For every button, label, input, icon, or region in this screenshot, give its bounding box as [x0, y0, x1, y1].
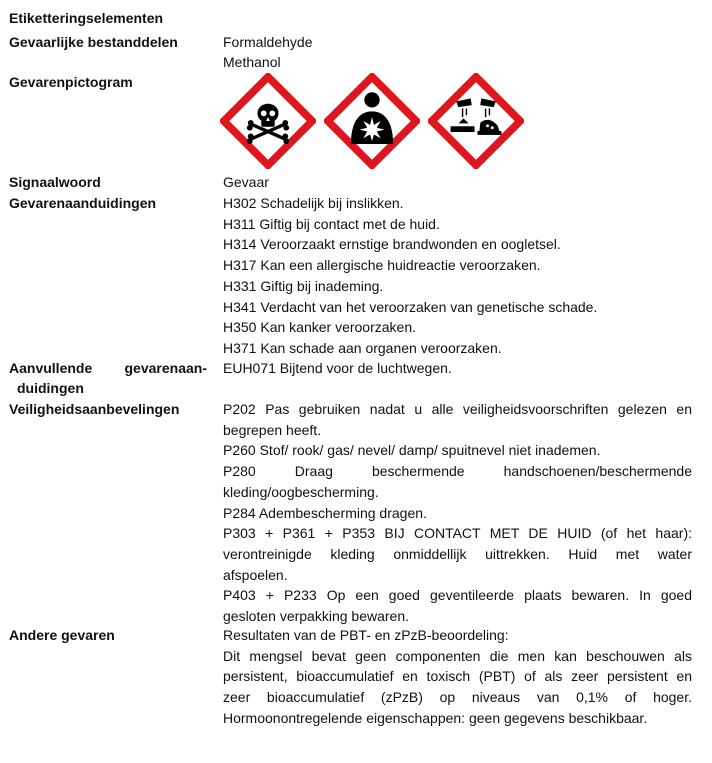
corrosion-icon: [428, 73, 524, 169]
precautionary-line: P403 + P233 Op een goed geventileerde plaats bewaren. In goed: [223, 587, 692, 604]
hazard-statements-list: [223, 193, 692, 359]
other-hazards-text: [223, 625, 692, 729]
precautionary-line: P260 Stof/ rook/ gas/ nevel/ damp/ spuitnevel niet inademen.: [223, 442, 601, 459]
hazard-statement: H341 Verdacht van het veroorzaken van genetische schade.: [223, 298, 598, 315]
hazardous-component-methanol: Methanol: [223, 54, 281, 70]
precautionary-line: P280 Draag beschermende handschoenen/beschermende: [223, 463, 692, 480]
supplemental-hazard-label: [9, 358, 207, 398]
hazard-statement: H302 Schadelijk bij inslikken.: [223, 195, 404, 211]
other-hazards-line: Hormoonontregelende eigenschappen: geen gegevens beschikbaar.: [223, 709, 648, 726]
other-hazards-line: persistent, bioaccumulatief en toxisch (PBT) of als zeer persistent en: [223, 668, 692, 685]
other-hazards-line: Resultaten van de PBT- en zPzB-beoordeling:: [223, 627, 509, 643]
hazard-pictograms: [220, 73, 520, 169]
precautionary-statements: [223, 399, 692, 627]
health-hazard-icon: [324, 73, 420, 169]
section-title: Etiketteringselementen: [9, 10, 164, 26]
hazard-statement: H311 Giftig bij contact met de huid.: [223, 215, 440, 232]
hazard-statement: H371 Kan schade aan organen veroorzaken.: [223, 339, 502, 356]
hazardous-component-formaldehyde: Formaldehyde: [223, 34, 313, 50]
precautionary-line: begrepen heeft.: [223, 421, 322, 438]
hazard-statement: H350 Kan kanker veroorzaken.: [223, 319, 416, 336]
precautionary-line: verontreinigde kleding onmiddellijk uittrekken. Huid met water: [223, 545, 692, 562]
hazard-statement: H331 Giftig bij inademing.: [223, 277, 384, 294]
supplemental-hazard-value: EUH071 Bijtend voor de luchtwegen.: [223, 360, 452, 376]
precautionary-label: Veiligheidsaanbevelingen: [9, 401, 180, 417]
supplemental-hazard-label-line1: Aanvullende gevarenaan-: [9, 360, 207, 376]
other-hazards-line: Dit mengsel bevat geen componenten die men kan beschouwen als: [223, 647, 692, 664]
other-hazards-line: zeer bioaccumulatief (zPzB) op niveaus van 0,1% of hoger.: [223, 689, 692, 706]
skull-and-crossbones-icon: [220, 73, 316, 169]
precautionary-line: afspoelen.: [223, 566, 288, 583]
hazard-statement: H317 Kan een allergische huidreactie veroorzaken.: [223, 257, 541, 274]
supplemental-hazard-label-line2: duidingen: [17, 380, 84, 396]
precautionary-line: P202 Pas gebruiken nadat u alle veiligheidsvoorschriften gelezen en: [223, 401, 692, 417]
precautionary-line: kleding/oogbescherming.: [223, 483, 379, 500]
precautionary-line: P303 + P361 + P353 BIJ CONTACT MET DE HUID (of het haar):: [223, 525, 692, 542]
precautionary-line: P284 Adembescherming dragen.: [223, 504, 427, 521]
hazard-statements-label: Gevarenaanduidingen: [9, 195, 157, 211]
hazard-statement: H314 Veroorzaakt ernstige brandwonden en oogletsel.: [223, 236, 561, 253]
signal-word-label: Signaalwoord: [9, 174, 101, 190]
precautionary-line: gesloten verpakking bewaren.: [223, 608, 410, 625]
signal-word-value: Gevaar: [223, 174, 269, 190]
hazardous-components-label: Gevaarlijke bestanddelen: [9, 34, 178, 50]
other-hazards-label: Andere gevaren: [9, 627, 115, 643]
pictograms-label: Gevarenpictogram: [9, 74, 133, 90]
